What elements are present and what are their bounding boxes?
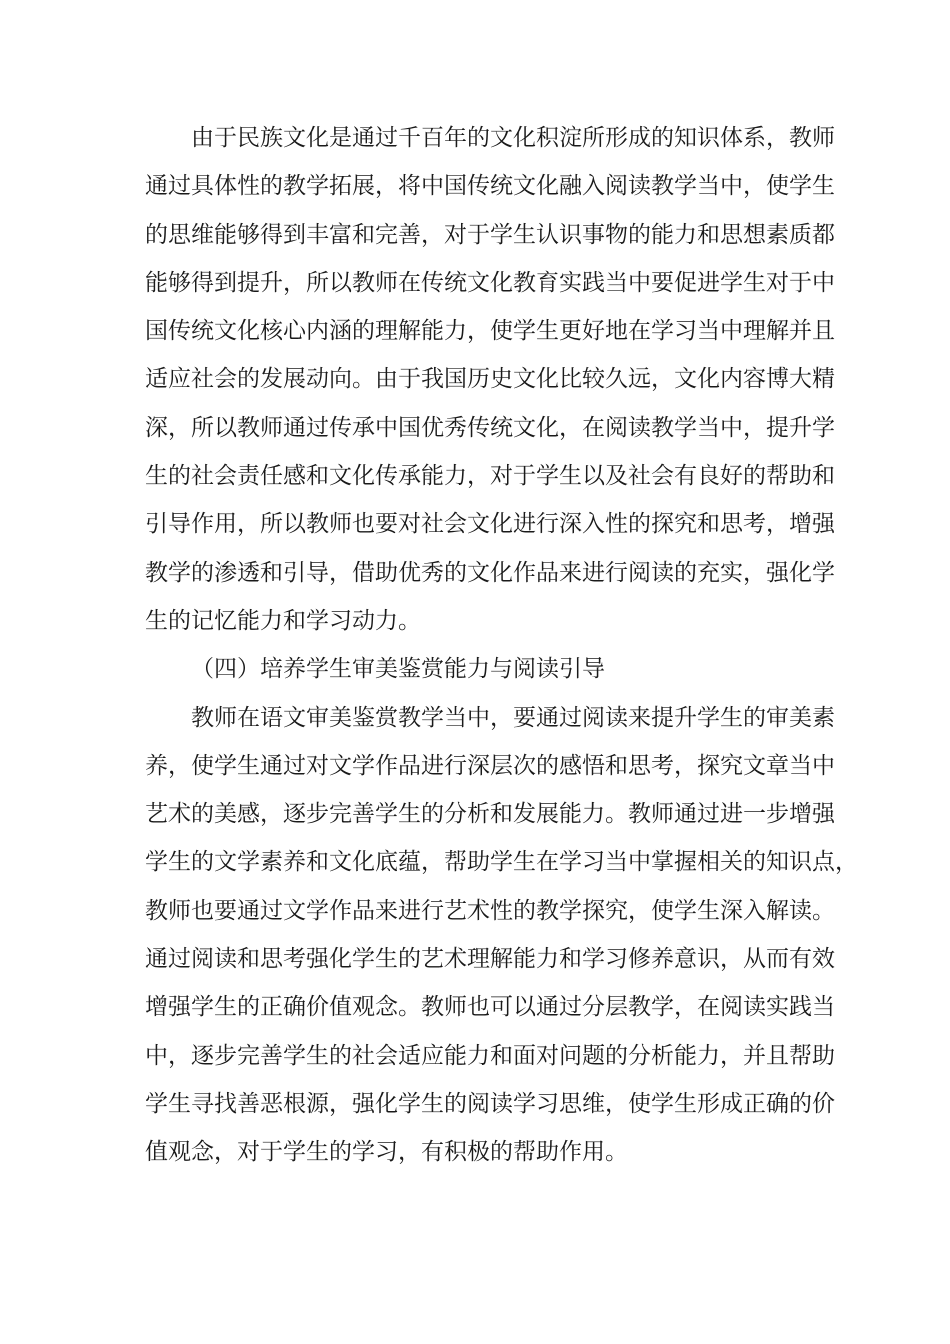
paragraph-line: 生的社会责任感和文化传承能力，对于学生以及社会有良好的帮助和 — [145, 463, 835, 490]
paragraph-line: 通过阅读和思考强化学生的艺术理解能力和学习修养意识，从而有效 — [145, 946, 835, 973]
paragraph-line: 能够得到提升，所以教师在传统文化教育实践当中要促进学生对于中 — [145, 269, 835, 296]
document-body — [145, 114, 858, 1177]
paragraph-line: 的思维能够得到丰富和完善，对于学生认识事物的能力和思想素质都 — [145, 221, 835, 248]
paragraph-line: 生的记忆能力和学习动力。 — [145, 607, 421, 634]
section-heading: （四）培养学生审美鉴赏能力与阅读引导 — [191, 656, 605, 683]
paragraph-line: 引导作用，所以教师也要对社会文化进行深入性的探究和思考，增强 — [145, 511, 835, 538]
paragraph-line: 学生寻找善恶根源，强化学生的阅读学习思维，使学生形成正确的价 — [145, 1090, 835, 1117]
paragraph-line: 中，逐步完善学生的社会适应能力和面对问题的分析能力，并且帮助 — [145, 1042, 835, 1069]
paragraph-1 — [145, 114, 835, 645]
paragraph-line: 教师在语文审美鉴赏教学当中，要通过阅读来提升学生的审美素 — [191, 704, 835, 731]
paragraph-line: 适应社会的发展动向。由于我国历史文化比较久远，文化内容博大精 — [145, 366, 835, 393]
paragraph-line: 教学的渗透和引导，借助优秀的文化作品来进行阅读的充实，强化学 — [145, 559, 835, 586]
paragraph-line: 教师也要通过文学作品来进行艺术性的教学探究，使学生深入解读。 — [145, 897, 835, 924]
paragraph-line: 国传统文化核心内涵的理解能力，使学生更好地在学习当中理解并且 — [145, 318, 835, 345]
paragraph-line: 深，所以教师通过传承中国优秀传统文化，在阅读教学当中，提升学 — [145, 414, 835, 441]
paragraph-2 — [145, 694, 858, 1177]
paragraph-line: 养，使学生通过对文学作品进行深层次的感悟和思考，探究文章当中 — [145, 752, 835, 779]
paragraph-line: 通过具体性的教学拓展，将中国传统文化融入阅读教学当中，使学生 — [145, 173, 835, 200]
paragraph-line: 由于民族文化是通过千百年的文化积淀所形成的知识体系，教师 — [191, 125, 835, 151]
paragraph-line: 艺术的美感，逐步完善学生的分析和发展能力。教师通过进一步增强 — [145, 801, 835, 828]
paragraph-line: 学生的文学素养和文化底蕴，帮助学生在学习当中掌握相关的知识点， — [145, 849, 858, 876]
paragraph-line: 增强学生的正确价值观念。教师也可以通过分层教学，在阅读实践当 — [145, 994, 835, 1021]
paragraph-line: 值观念，对于学生的学习，有积极的帮助作用。 — [145, 1139, 628, 1166]
